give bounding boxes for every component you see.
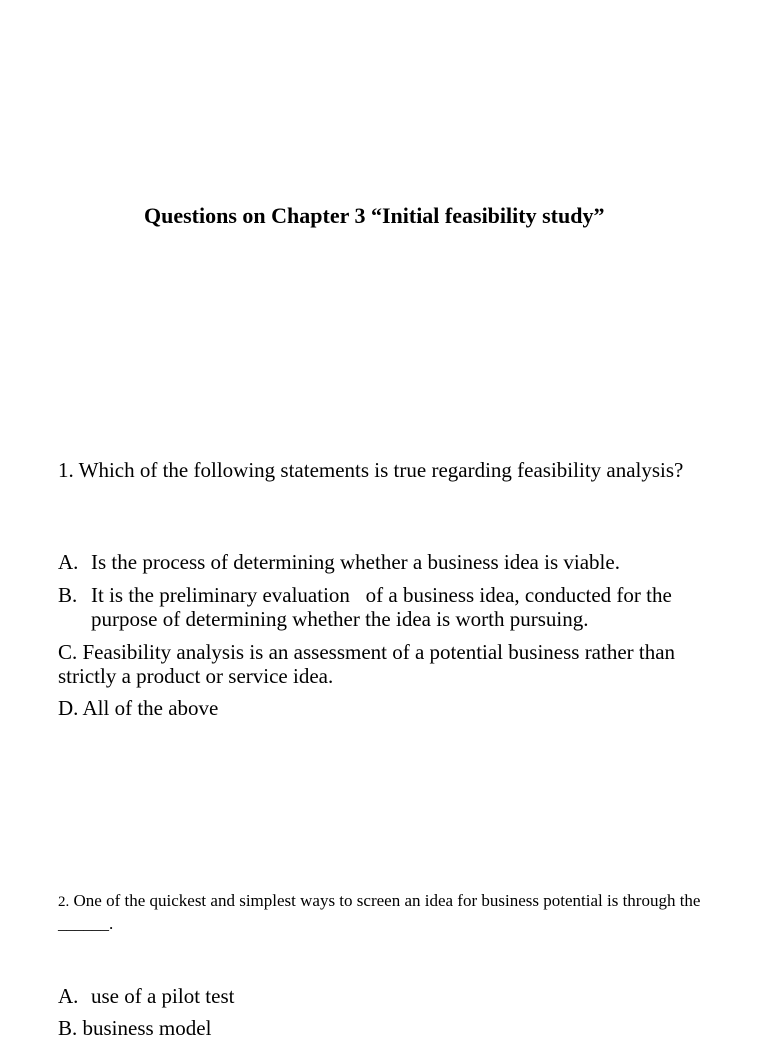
question-2-number: 2. bbox=[58, 894, 70, 910]
option-text: use of a pilot test bbox=[91, 984, 235, 1008]
question-2-option-a bbox=[58, 984, 718, 1008]
question-1-option-a bbox=[58, 550, 718, 574]
option-text: Is the process of determining whether a business idea is viable. bbox=[91, 550, 620, 574]
question-1-option-d: D. All of the above bbox=[58, 696, 219, 720]
option-letter: A. bbox=[58, 984, 79, 1008]
question-1-option-b bbox=[58, 583, 718, 631]
option-letter: B. bbox=[58, 583, 78, 607]
question-2-option-b: B. business model bbox=[58, 1016, 212, 1040]
option-letter: A. bbox=[58, 550, 79, 574]
document-title: Questions on Chapter 3 “Initial feasibility study” bbox=[144, 203, 605, 228]
question-1-option-c: C. Feasibility analysis is an assessment of a potential business rather than strictly a product or service idea. bbox=[58, 640, 676, 688]
question-2-stem: One of the quickest and simplest ways to screen an idea for business potential is through the ______. bbox=[58, 891, 701, 933]
option-text: It is the preliminary evaluation of a business idea, conducted for the purpose of determining whether the idea is worth pursuing. bbox=[91, 583, 678, 631]
question-2-text bbox=[58, 890, 718, 935]
question-1-text: 1. Which of the following statements is true regarding feasibility analysis? bbox=[58, 458, 684, 482]
